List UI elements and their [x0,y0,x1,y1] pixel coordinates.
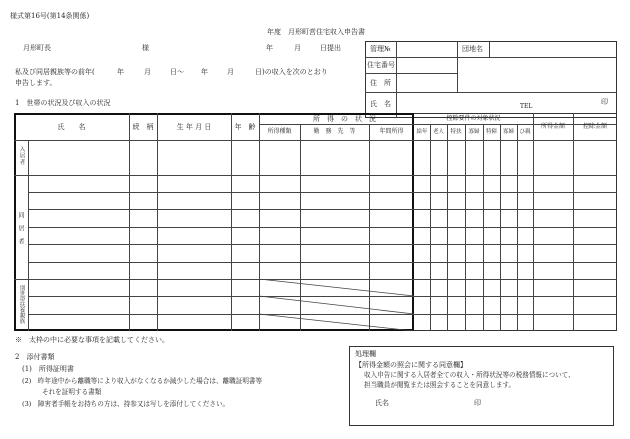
col-birthdate: 生 年 月 日 [176,123,212,131]
intro-line2: 申告します。 [15,79,57,87]
row-separate-label: 別世帯扶養親族 [18,285,25,324]
intro-from-day: 日～ [170,68,184,76]
row-cohabitant-label: 同居者 [17,212,24,251]
consent-title: 【所得金額の照会に関する同意欄】 [355,361,467,369]
honorific: 様 [142,44,149,52]
row-applicant-label: 入居者 [18,146,25,166]
form-number: 様式第16号(第14条関係) [10,12,90,20]
applicant-box [365,41,617,118]
intro-line1-prefix: 私及び同居親族等の前年( [15,68,95,76]
attachment-1: (1) 所得証明書 [22,365,74,373]
col-income-status: 所 得 の 状 況 [313,115,376,123]
consent-sign-seal: 印 [474,399,481,407]
section2-title: 2 添付書類 [15,353,55,361]
col-ded-3: 寡婦 [468,129,480,135]
processing-label: 処理欄 [355,350,376,358]
consent-line2: 担当職員が閲覧または照会することを同意します。 [364,381,516,389]
col-relation: 続 柄 [132,123,154,131]
col-workplace: 勤 務 先 等 [313,128,356,135]
col-ded-0: 給年 [416,129,428,135]
address-label: 住 所 [370,79,391,87]
attachment-3: (3) 障害者手帳をお持ちの方は、持参又は写しを添付してください。 [22,400,230,408]
strike-lines [259,279,414,331]
col-ded-6: ひ親 [519,129,531,135]
date-submit-label: 日提出 [320,44,341,52]
estate-name-label: 団地名 [462,45,483,53]
col-annual-income: 年間所得 [379,128,404,135]
col-income-type: 所得種類 [267,128,292,135]
consent-line1: 収入申告に関する入居者全ての収入・所得状況等の税務情報について、 [364,371,575,379]
col-ded-2: 特扶 [450,129,462,135]
addressee: 月形町長 [23,44,51,52]
form-title: 年度 月形町営住宅収入申告書 [267,28,365,36]
intro-to-year: 年 [201,68,208,76]
col-ded-1: 老人 [432,129,444,135]
col-deduction-amount: 控除金額 [582,123,607,130]
intro-to-month: 月 [227,68,234,76]
name-label: 氏 名 [370,100,391,108]
consent-sign-name: 氏名 [375,399,389,407]
intro-from-year: 年 [117,68,124,76]
attachment-2-cont: それを証明する書類 [42,388,102,396]
house-no-label: 住宅番号 [367,61,395,69]
note-text: ※ 太枠の中に必要な事項を記載してください。 [15,336,169,344]
col-deduction-reqs: 控除要件の対象状況 [446,115,501,122]
col-ded-5: 寡婦 [502,129,514,135]
col-income-amount: 所得金額 [540,123,565,130]
section1-title: 1 世帯の状況及び収入の状況 [15,99,111,107]
col-ded-4: 特障 [485,129,497,135]
attachment-2: (2) 昨年途中から離職等により収入がなくなるか減少した場合は、離職証明書等 [22,377,263,385]
intro-from-month: 月 [144,68,151,76]
col-name: 氏 名 [57,123,86,131]
mgmt-no-label: 管理№ [370,45,391,53]
intro-line1-suffix: 日)の収入を次のとおり [255,68,328,76]
tel-label: TEL [520,103,533,110]
date-year-label: 年 [266,44,273,52]
applicant-seal: 印 [601,98,608,106]
date-month-label: 月 [294,44,301,52]
col-age: 年 齢 [234,123,256,131]
